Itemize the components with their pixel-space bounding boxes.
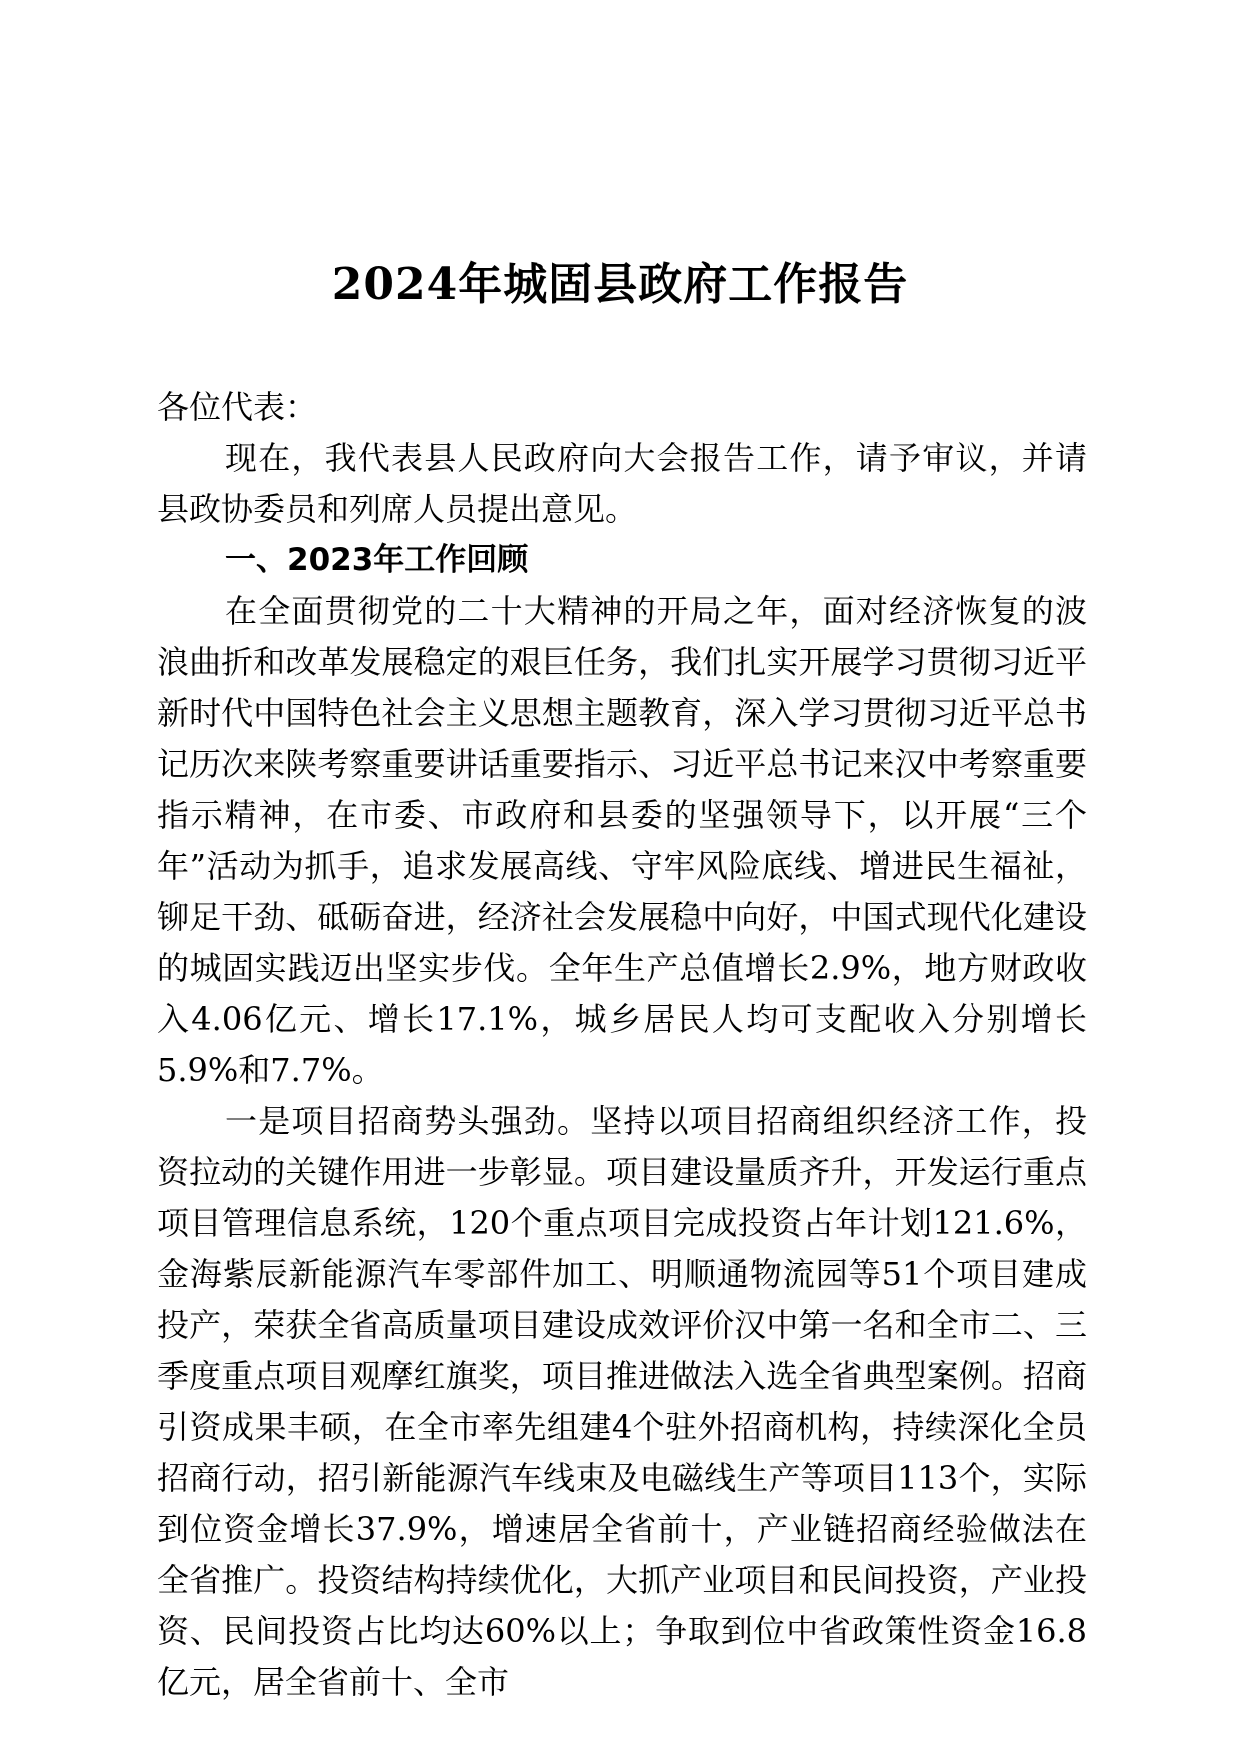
document-title: 2024年城固县政府工作报告 (331, 259, 909, 310)
paragraph-overview: 在全面贯彻党的二十大精神的开局之年，面对经济恢复的波浪曲折和改革发展稳定的艰巨任务，我们扎实开展学习贯彻习近平新时代中国特色社会主义思想主题教育，深入学习贯彻习近平总书记历次来陕考察重要讲话重要指示、习近平总书记来汉中考察重要指示精神，在市委、市政府和县委的坚强领导下，以开展“三个年”活动为抓手，追求发展高线、守牢风险底线、增进民生福祉，铆足干劲、砥砺奋进，经济社会发展稳中向好，中国式现代化建设的城固实践迈出坚实步伐。全年生产总值增长2.9%，地方财政收入4.06亿元、增长17.1%，城乡居民人均可支配收入分别增长5.9%和7.7%。 (157, 592, 1087, 1089)
paragraph-projects: 一是项目招商势头强劲。坚持以项目招商组织经济工作，投资拉动的关键作用进一步彰显。项目建设量质齐升，开发运行重点项目管理信息系统，120个重点项目完成投资占年计划121.6%，金海紫辰新能源汽车零部件加工、明顺通物流园等51个项目建成投产，荣获全省高质量项目建设成效评价汉中第一名和全市二、三季度重点项目观摩红旗奖，项目推进做法入选全省典型案例。招商引资成果丰硕，在全市率先组建4个驻外招商机构，持续深化全员招商行动，招引新能源汽车线束及电磁线生产等项目113个，实际到位资金增长37.9%，增速居全省前十，产业链招商经验做法在全省推广。投资结构持续优化，大抓产业项目和民间投资，产业投资、民间投资占比均达60%以上；争取到位中省政策性资金16.8亿元，居全省前十、全市 (157, 1102, 1087, 1701)
section-heading: 一、2023年工作回顾 (225, 542, 529, 578)
document-body (157, 382, 1087, 1708)
paragraph-intro: 现在，我代表县人民政府向大会报告工作，请予审议，并请县政协委员和列席人员提出意见。 (157, 439, 1087, 528)
salutation: 各位代表： (157, 388, 318, 426)
